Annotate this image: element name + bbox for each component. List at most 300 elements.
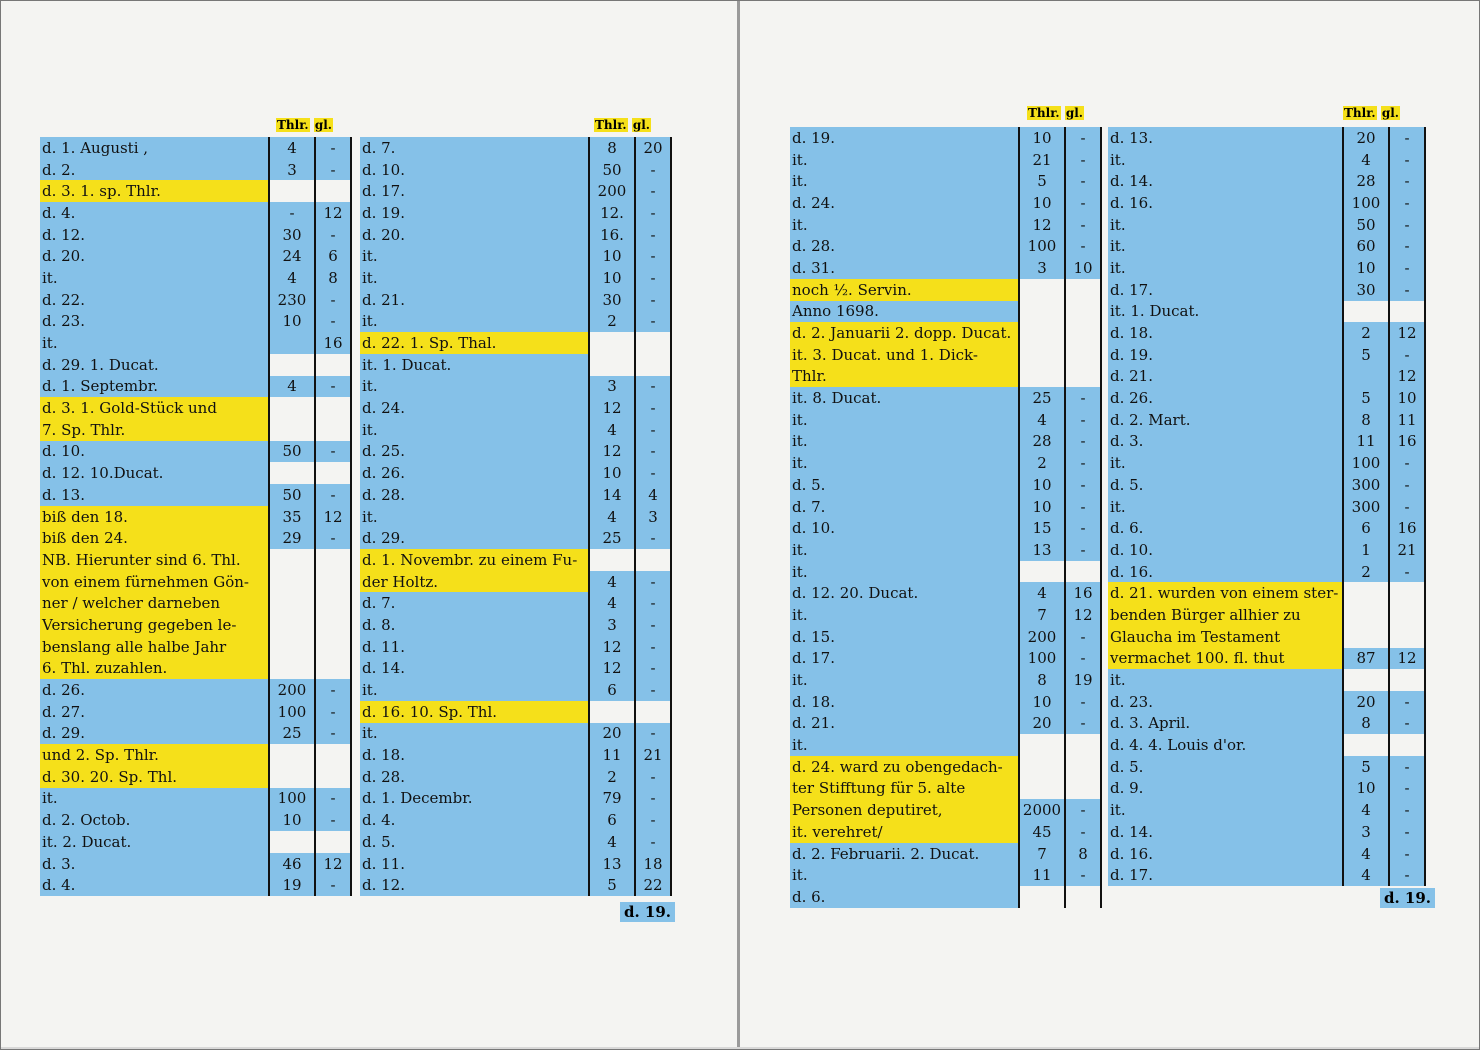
entry-label: d. 11. (360, 853, 588, 875)
entry-label: it. (790, 604, 1018, 626)
thaler-amount: 20 (1018, 713, 1064, 735)
ledger-row (1108, 561, 1426, 583)
entry-label: it. (790, 864, 1018, 886)
ledger-row (40, 788, 352, 810)
entry-label: d. 21. (1108, 366, 1342, 388)
entry-label: d. 20. (40, 245, 268, 267)
thaler-amount: 45 (1018, 821, 1064, 843)
entry-label: d. 3. April. (1108, 713, 1342, 735)
entry-label: von einem fürnehmen Gön- (40, 571, 268, 593)
entry-label: d. 1. Decembr. (360, 788, 588, 810)
thaler-amount (1018, 886, 1064, 908)
thaler-amount (588, 549, 634, 571)
entry-label: d. 15. (790, 626, 1018, 648)
entry-label: d. 3. (40, 853, 268, 875)
entry-label: it. (1108, 669, 1342, 691)
thaler-amount (268, 419, 314, 441)
entry-label: it. (360, 679, 588, 701)
ledger-row (790, 127, 1102, 149)
groschen-amount: - (1064, 799, 1102, 821)
entry-label: d. 7. (790, 496, 1018, 518)
thaler-amount: 25 (268, 723, 314, 745)
groschen-amount: - (1388, 713, 1426, 735)
entry-label: d. 18. (790, 691, 1018, 713)
thaler-amount (1342, 734, 1388, 756)
ledger-row (1108, 648, 1426, 670)
groschen-amount (314, 571, 352, 593)
thaler-amount: 230 (268, 289, 314, 311)
thaler-amount: 4 (1342, 799, 1388, 821)
entry-label: it. (360, 419, 588, 441)
ledger-row (360, 549, 672, 571)
thaler-amount: 7 (1018, 604, 1064, 626)
groschen-amount: - (634, 614, 672, 636)
ledger-row (1108, 734, 1426, 756)
entry-label: d. 4. 4. Louis d'or. (1108, 734, 1342, 756)
groschen-amount (314, 549, 352, 571)
entry-label: d. 17. (360, 180, 588, 202)
entry-label: d. 13. (40, 484, 268, 506)
ledger-row (360, 462, 672, 484)
groschen-amount: - (634, 419, 672, 441)
groschen-amount (1064, 756, 1102, 778)
ledger-row (1108, 279, 1426, 301)
groschen-amount: 10 (1388, 387, 1426, 409)
groschen-amount: - (1064, 474, 1102, 496)
groschen-amount (1064, 322, 1102, 344)
ledger-row (790, 669, 1102, 691)
entry-label: d. 11. (360, 636, 588, 658)
thaler-amount: 300 (1342, 496, 1388, 518)
ledger-row (790, 864, 1102, 886)
thaler-amount: 29 (268, 527, 314, 549)
entry-label: d. 2. Octob. (40, 809, 268, 831)
thaler-amount (268, 332, 314, 354)
ledger-row (40, 701, 352, 723)
thaler-amount: 19 (268, 874, 314, 896)
thaler-amount: 10 (1018, 496, 1064, 518)
entry-label: it. (360, 506, 588, 528)
thaler-amount: 11 (588, 744, 634, 766)
ledger-row (1108, 192, 1426, 214)
thaler-amount (1018, 322, 1064, 344)
groschen-amount: - (1064, 149, 1102, 171)
entry-label: d. 22. 1. Sp. Thal. (360, 332, 588, 354)
entry-label: d. 28. (360, 484, 588, 506)
thaler-amount: 10 (588, 462, 634, 484)
entry-label: NB. Hierunter sind 6. Thl. (40, 549, 268, 571)
thaler-amount: 2 (588, 766, 634, 788)
thaler-amount: 10 (268, 311, 314, 333)
entry-label: d. 3. 1. sp. Thlr. (40, 180, 268, 202)
ledger-row (790, 496, 1102, 518)
entry-label: it. (360, 376, 588, 398)
ledger-row (360, 874, 672, 896)
groschen-amount: 12 (1388, 366, 1426, 388)
thaler-amount: 14 (588, 484, 634, 506)
thaler-amount: 4 (1342, 149, 1388, 171)
ledger-row (790, 409, 1102, 431)
thaler-amount: 2 (1342, 322, 1388, 344)
thaler-amount: 5 (1018, 170, 1064, 192)
ledger-row (790, 582, 1102, 604)
ledger-row (1108, 409, 1426, 431)
groschen-amount: 12 (314, 853, 352, 875)
groschen-amount: - (1388, 192, 1426, 214)
ledger-row (40, 744, 352, 766)
ledger-row (1108, 366, 1426, 388)
groschen-amount: - (634, 180, 672, 202)
groschen-amount: - (1388, 474, 1426, 496)
ledger-row (40, 441, 352, 463)
entry-label: und 2. Sp. Thlr. (40, 744, 268, 766)
ledger-row (1108, 604, 1426, 626)
thaler-amount: 12 (588, 441, 634, 463)
groschen-amount (1064, 279, 1102, 301)
thaler-amount: 2000 (1018, 799, 1064, 821)
groschen-amount: - (634, 571, 672, 593)
thaler-amount: 3 (588, 614, 634, 636)
ledger-row (790, 452, 1102, 474)
thaler-amount: 4 (1018, 582, 1064, 604)
entry-label: d. 19. (360, 202, 588, 224)
groschen-amount: - (314, 723, 352, 745)
ledger-row (40, 549, 352, 571)
ledger-row (1108, 691, 1426, 713)
thaler-amount: 200 (1018, 626, 1064, 648)
entry-label: it. 3. Ducat. und 1. Dick- (790, 344, 1018, 366)
entry-label: it. (790, 170, 1018, 192)
entry-label: d. 2. Mart. (1108, 409, 1342, 431)
groschen-amount: - (1064, 648, 1102, 670)
ledger-row (360, 614, 672, 636)
ledger-row (40, 874, 352, 896)
ledger-row (1108, 149, 1426, 171)
entry-label: ner / welcher darneben (40, 592, 268, 614)
entry-label: it. 2. Ducat. (40, 831, 268, 853)
ledger-row (790, 474, 1102, 496)
right-page-column-2 (1108, 127, 1426, 886)
groschen-amount: - (634, 462, 672, 484)
entry-label: d. 6. (790, 886, 1018, 908)
entry-label: biß den 24. (40, 527, 268, 549)
groschen-amount: - (1388, 344, 1426, 366)
thaler-amount (1342, 626, 1388, 648)
groschen-amount: 3 (634, 506, 672, 528)
entry-label: it. (1108, 799, 1342, 821)
ledger-row (40, 354, 352, 376)
ledger-row (360, 766, 672, 788)
entry-label: d. 17. (1108, 864, 1342, 886)
groschen-amount: - (634, 636, 672, 658)
thaler-amount: 8 (1018, 669, 1064, 691)
entry-label: d. 1. Augusti , (40, 137, 268, 159)
groschen-amount (314, 397, 352, 419)
groschen-amount: - (314, 376, 352, 398)
ledger-row (40, 636, 352, 658)
thaler-amount: 4 (1342, 843, 1388, 865)
groschen-amount: - (1388, 214, 1426, 236)
groschen-amount: 8 (314, 267, 352, 289)
entry-label: d. 29. (360, 527, 588, 549)
groschen-amount: 12 (1388, 648, 1426, 670)
thaler-amount (1018, 279, 1064, 301)
groschen-amount: - (1388, 149, 1426, 171)
entry-label: vermachet 100. fl. thut (1108, 648, 1342, 670)
entry-label: it. (790, 539, 1018, 561)
thaler-amount: 100 (1342, 452, 1388, 474)
groschen-amount: - (634, 376, 672, 398)
thaler-amount: 4 (1342, 864, 1388, 886)
groschen-amount: 16 (314, 332, 352, 354)
groschen-amount (1064, 344, 1102, 366)
groschen-amount: 20 (634, 137, 672, 159)
groschen-amount: 11 (1388, 409, 1426, 431)
ledger-row (1108, 387, 1426, 409)
thaler-amount (268, 592, 314, 614)
entry-label: it. 1. Ducat. (1108, 301, 1342, 323)
entry-label: d. 14. (1108, 170, 1342, 192)
groschen-amount (1064, 366, 1102, 388)
thaler-amount (1342, 366, 1388, 388)
thaler-amount (268, 571, 314, 593)
entry-label: d. 21. (790, 713, 1018, 735)
groschen-amount: 12 (1064, 604, 1102, 626)
thaler-amount: 15 (1018, 517, 1064, 539)
groschen-amount: - (1064, 235, 1102, 257)
thaler-amount: 21 (1018, 149, 1064, 171)
groschen-amount (1388, 734, 1426, 756)
thaler-amount: 2 (588, 311, 634, 333)
groschen-amount: - (634, 658, 672, 680)
groschen-amount (1064, 301, 1102, 323)
thaler-amount: 4 (588, 419, 634, 441)
entry-label: d. 10. (1108, 539, 1342, 561)
ledger-row (360, 853, 672, 875)
entry-label: it. (1108, 496, 1342, 518)
entry-label: it. 1. Ducat. (360, 354, 588, 376)
entry-label: it. (40, 267, 268, 289)
ledger-row (790, 344, 1102, 366)
thaler-amount: 4 (588, 506, 634, 528)
thaler-amount: 11 (1018, 864, 1064, 886)
thaler-amount: 10 (1018, 691, 1064, 713)
groschen-amount: - (1064, 214, 1102, 236)
ledger-row (360, 788, 672, 810)
ledger-row (790, 366, 1102, 388)
groschen-amount: - (314, 484, 352, 506)
groschen-amount: - (1388, 821, 1426, 843)
groschen-amount (314, 831, 352, 853)
thaler-amount (1018, 778, 1064, 800)
entry-label: d. 5. (1108, 756, 1342, 778)
entry-label: it. (1108, 235, 1342, 257)
entry-label: d. 14. (1108, 821, 1342, 843)
ledger-row (1108, 539, 1426, 561)
ledger-row (40, 809, 352, 831)
entry-label: d. 7. (360, 137, 588, 159)
groschen-amount: - (314, 701, 352, 723)
entry-label: Thlr. (790, 366, 1018, 388)
right-col2-header: Thlr. gl. (1344, 106, 1399, 120)
groschen-amount: - (1064, 713, 1102, 735)
entry-label: it. (1108, 452, 1342, 474)
groschen-amount: - (1064, 821, 1102, 843)
thaler-amount: 79 (588, 788, 634, 810)
ledger-row (360, 506, 672, 528)
thaler-amount (268, 180, 314, 202)
thaler-amount: 10 (1342, 257, 1388, 279)
entry-label: d. 23. (1108, 691, 1342, 713)
groschen-amount: - (1388, 799, 1426, 821)
entry-label: der Holtz. (360, 571, 588, 593)
ledger-row (1108, 864, 1426, 886)
entry-label: it. (1108, 257, 1342, 279)
entry-label: it. 8. Ducat. (790, 387, 1018, 409)
ledger-row (360, 571, 672, 593)
ledger-row (790, 431, 1102, 453)
thaler-amount: 11 (1342, 431, 1388, 453)
entry-label: d. 29. (40, 723, 268, 745)
right-col1-header: Thlr. gl. (1028, 106, 1083, 120)
entry-label: d. 29. 1. Ducat. (40, 354, 268, 376)
ledger-row (1108, 713, 1426, 735)
thaler-amount: 5 (588, 874, 634, 896)
entry-label: d. 24. (790, 192, 1018, 214)
ledger-row (40, 658, 352, 680)
thaler-amount (1018, 561, 1064, 583)
thaler-amount: 10 (1018, 474, 1064, 496)
ledger-row (360, 180, 672, 202)
ledger-row (40, 679, 352, 701)
ledger-row (790, 257, 1102, 279)
entry-label: d. 18. (1108, 322, 1342, 344)
groschen-amount (314, 419, 352, 441)
thaler-amount: 30 (588, 289, 634, 311)
groschen-amount: - (1064, 170, 1102, 192)
thaler-amount: 10 (1342, 778, 1388, 800)
groschen-amount: 8 (1064, 843, 1102, 865)
entry-label: d. 28. (360, 766, 588, 788)
entry-label: d. 28. (790, 235, 1018, 257)
ledger-row (40, 267, 352, 289)
groschen-amount: - (634, 159, 672, 181)
thaler-amount: 1 (1342, 539, 1388, 561)
entry-label: Anno 1698. (790, 301, 1018, 323)
groschen-amount: 19 (1064, 669, 1102, 691)
ledger-row (790, 301, 1102, 323)
groschen-amount: - (1064, 452, 1102, 474)
groschen-amount: 22 (634, 874, 672, 896)
thaler-amount (1342, 582, 1388, 604)
groschen-amount: 16 (1388, 517, 1426, 539)
entry-label: it. (790, 452, 1018, 474)
ledger-row (40, 180, 352, 202)
entry-label: d. 8. (360, 614, 588, 636)
ledger-row (790, 149, 1102, 171)
groschen-amount: - (634, 311, 672, 333)
ledger-row (40, 245, 352, 267)
groschen-amount: - (634, 766, 672, 788)
groschen-amount: - (314, 311, 352, 333)
entry-label: d. 22. (40, 289, 268, 311)
entry-label: it. (360, 245, 588, 267)
thaler-amount (268, 614, 314, 636)
thaler-amount (268, 462, 314, 484)
thaler-amount (1342, 604, 1388, 626)
entry-label: d. 6. (1108, 517, 1342, 539)
groschen-amount: - (1064, 626, 1102, 648)
thaler-amount: 10 (588, 267, 634, 289)
groschen-amount: - (1064, 517, 1102, 539)
thaler-amount: 5 (1342, 756, 1388, 778)
ledger-row (790, 192, 1102, 214)
thaler-amount (1342, 669, 1388, 691)
entry-label: d. 16. (1108, 192, 1342, 214)
entry-label: d. 12. 20. Ducat. (790, 582, 1018, 604)
ledger-row (1108, 843, 1426, 865)
ledger-row (40, 831, 352, 853)
entry-label: d. 26. (1108, 387, 1342, 409)
thaler-amount: 100 (268, 788, 314, 810)
groschen-amount: - (1064, 496, 1102, 518)
thaler-amount (1342, 301, 1388, 323)
thaler-amount: 87 (1342, 648, 1388, 670)
ledger-row (40, 159, 352, 181)
entry-label: d. 12. (40, 224, 268, 246)
groschen-amount: - (1064, 691, 1102, 713)
groschen-amount: 10 (1064, 257, 1102, 279)
groschen-amount (314, 614, 352, 636)
groschen-amount: 6 (314, 245, 352, 267)
entry-label: it. (1108, 149, 1342, 171)
groschen-amount (314, 592, 352, 614)
left-page-column-1 (40, 137, 352, 896)
ledger-row (40, 614, 352, 636)
thaler-amount (268, 549, 314, 571)
groschen-amount: - (634, 679, 672, 701)
groschen-amount: 4 (634, 484, 672, 506)
thaler-amount (1018, 366, 1064, 388)
ledger-row (790, 517, 1102, 539)
entry-label: ter Stifftung für 5. alte (790, 778, 1018, 800)
ledger-row (40, 723, 352, 745)
ledger-row (790, 821, 1102, 843)
groschen-amount (1388, 301, 1426, 323)
groschen-amount: - (314, 788, 352, 810)
thaler-amount: 50 (1342, 214, 1388, 236)
ledger-row (40, 462, 352, 484)
ledger-row (790, 561, 1102, 583)
entry-label: d. 20. (360, 224, 588, 246)
thaler-amount: 200 (268, 679, 314, 701)
ledger-row (40, 311, 352, 333)
thaler-amount: 12. (588, 202, 634, 224)
entry-label: d. 1. Novembr. zu einem Fu- (360, 549, 588, 571)
groschen-amount (634, 332, 672, 354)
entry-label: d. 16. (1108, 843, 1342, 865)
thaler-amount (268, 831, 314, 853)
thaler-amount: 3 (1018, 257, 1064, 279)
entry-label: it. (360, 311, 588, 333)
thaler-amount: 20 (588, 723, 634, 745)
groschen-amount (314, 636, 352, 658)
ledger-row (1108, 626, 1426, 648)
groschen-amount (1064, 561, 1102, 583)
thaler-amount: 10 (1018, 127, 1064, 149)
groschen-amount (634, 549, 672, 571)
entry-label: d. 5. (790, 474, 1018, 496)
